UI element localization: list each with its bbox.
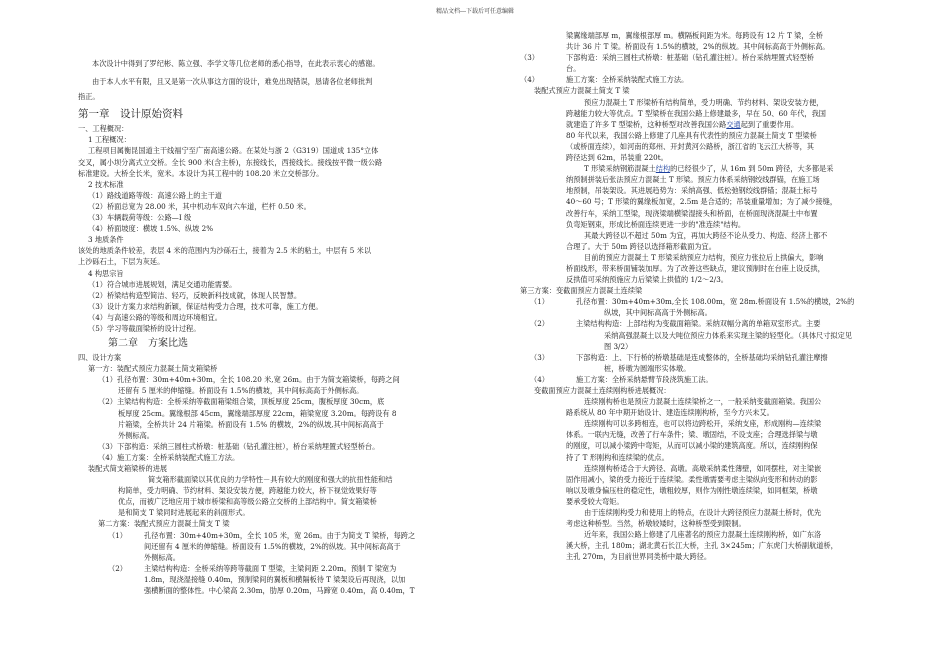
text-line: 采纳高强混凝土以及大吨位预应力体系来实现主梁的轻型化。（具体尺寸拟定见 [604,330,852,340]
ack-paragraph: 由于本人水平有限，且又是第一次从事这方面的设计，难免出现错误，恳请各位老师批判 [92,77,373,87]
text-span: 起到了重要作用。 [740,119,799,129]
text-line: 工程项目属衡昆国道主干线福宁至广南高速公路。在某处与浙 2（G319）国道成 135°立体 [88,146,379,156]
ack-paragraph: 指正。 [78,92,100,102]
list-item: （2）桥面总宽为 28.00 米，其中机动车双向六车道，栏杆 0.50 米。 [88,201,311,211]
list-item: （3）下部构造：采纳三圆柱式桥墩：桩基础（钻孔灌注桩），桥台采纳埋置式轻型桥台。 [98,441,380,451]
list-item: （2）桥梁结构造型简洁、轻巧，反映新科技成就，体现人民智慧。 [88,290,302,300]
text-line: 负弯矩钢束，形成比桥面连续更进一步的"准连续"结构。 [566,219,746,229]
text-line: 台。 [566,64,581,74]
ack-paragraph: 本次设计中得到了罗纪彬、陈立强、李学文等几位老师的悉心指导，在此表示衷心的感谢。 [92,59,380,68]
chapter-2-title: 第二章 方案比选 [108,338,188,350]
list-number: （1） [108,530,127,540]
list-item: （1）孔径布置：30m+40m+30m，全长 108.20 米,宽 26m。由于为简支箱梁桥，每跨之间 [98,375,400,385]
text-line: 外侧标高。 [118,430,154,440]
list-item: （4）施工方案：全桥采纳装配式施工方法。 [98,452,240,462]
text-line: 下部构造：采纳三圆柱式桥墩：桩基础（钻孔灌注桩）。桥台采纳埋置式轻型桥 [566,53,814,63]
text-line: 纵坡，其中间标高高于外侧标高。 [604,308,712,318]
text-span: 就建造了许多 T 型梁桥，这种桥型对改善我国公路 [566,119,727,129]
text-line [520,163,890,174]
list-item: （3）设计方案力求结构新颖，保证结构受力合理，技术可靠，施工方便。 [88,301,323,311]
text-line: （或桥面连续），如河南的郑州、开封黄河公路桥，浙江省的飞云江大桥等，其 [566,141,814,151]
text-line: 上沙砾石土，下层为灰延。 [78,257,165,267]
text-line: 80 年代以来，我国公路上修建了几座具有代表性的预应力混凝土简支 T 型梁桥 [566,130,817,140]
text-line: 梁翼缘端部厚 m，翼缘根部厚 m。横隔板间距为米。每跨设有 12 片 T 梁，全桥 [566,31,823,40]
text-line: 板厚度 25cm。翼缘根部 45cm，翼缘端部厚度 22cm，箱梁宽度 3.20m。每跨设有 8 [118,408,397,418]
list-item: （4）与高速公路的等级和周边环境相宜。 [88,312,222,322]
text-line: 孔径布置：30m+40m+30m，全长 105 米，宽 26m。由于为简支 T 梁桥，每跨之 [144,530,416,540]
text-line: 桥面线形，带来桥面铺装加厚。为了改善这些缺点，建议预制时在台座上设反拱， [566,263,825,273]
list-item [78,530,468,541]
right-column [520,30,890,563]
text-line: 近年来，我国公路上修建了几座著名的预应力混凝土连续刚构桥，如广东洛 [584,530,822,540]
list-number: （4） [530,374,549,384]
page-header: 精品文档---下载后可任意编辑 [435,8,515,15]
text-line: 主梁结构构造：全桥采纳等跨等截面 T 型梁，主梁间距 2.20m。预制 T 梁宽为 [144,563,397,573]
text-line: 溪大桥，主孔 180m；湖北黄石长江大桥，主孔 3×245m；广东虎门大桥副航道桥， [566,541,838,551]
list-item: （3）车辆载荷等级：公路—I 级 [88,213,192,223]
subsection-heading: 4 构思宗旨 [88,268,124,278]
list-number: （3） [530,352,549,362]
text-line: 1.8m，现浇湿接缝 0.40m，预制梁间的翼板和横隔板待 T 梁架设后再现浇，以加 [144,574,406,584]
list-item [520,352,890,363]
text-line: 连续刚构桥也是预应力混凝土连续梁桥之一，一般采纳变截面箱梁。我国公 [584,397,822,407]
text-span: 的已经很少了，从 16m 到 50m 跨径，大多都是采 [670,164,834,174]
text-line: 片箱梁，全桥共计 24 片箱梁。桥面设有 1.5% 的横坡，2%的纵坡,其中间标高高于 [118,419,384,429]
text-line: 考虑这种桥型。当然，桥墩较矮时，这种桥型受到限制。 [566,519,746,529]
list-item: （1）路线道路等级：高速公路上的主干道 [88,190,222,200]
text-line: 优点，而被广泛地应用于城市桥梁和高等级公路立交桥的上部结构中。简支箱梁桥 [118,497,377,507]
list-number: （1） [530,297,549,307]
text-line: 还留有 5 厘米的伸缩缝。桥面设有 1.5%的横坡，其中间标高高于外侧标高。 [118,386,364,396]
list-item [520,52,890,63]
list-number: （2） [108,563,127,573]
text-line: 固作用减小，梁的受力接近于连续梁。柔性墩需要考虑主梁纵向变形和转动的影 [566,474,818,484]
text-line: 纳预制拼装后张法预应力混凝土 T 形梁。预应力体系采纳钢绞线群锚，在施工场 [566,175,820,185]
plan-heading: 第二方案：装配式预应力混凝土简支 T 梁 [98,519,230,529]
text-line: 地预制，吊装架设。其进展趋势为：采纳高强、低松弛钢绞线群锚；混凝土标号 [566,186,818,196]
list-item: （5）学习等截面梁桥的设计过程。 [88,323,201,333]
text-line: 标准建设。大桥全长米，宽米。本设计为其工程中的 108.20 米立交桥部分。 [78,168,324,178]
text-line: 连续刚构桥适合于大跨径、高墩。高墩采纳柔性薄壁，如同摆柱，对主梁嵌 [584,463,822,473]
text-line: 合理了。大于 50m 跨径以选择箱形截面为宜。 [566,241,716,251]
subsection-heading: 装配式简支箱梁桥的进展 [88,464,168,473]
list-item [520,74,890,85]
text-line: 目前的预应力混凝土 T 形梁采纳预应力结构，预应力张拉后上拱偏大，影响 [584,252,824,262]
text-line: 桩，桥墩为圆端形实体墩。 [604,363,691,373]
list-number: （4） [520,75,539,85]
text-line: 图 3/2） [604,341,633,351]
text-line: 改善行车，采纳工型梁，现浇梁端横梁湿接头和桥面，在桥面现浇混凝土中布置 [566,208,818,218]
text-line: 其最大跨径以不超过 50m 为宜，再加大跨径不论从受力、构造、经济上都不 [584,230,828,240]
structure-link[interactable]: 结构 [655,164,671,174]
traffic-link[interactable]: 交通 [726,119,741,129]
list-item: （2）主梁结构构造：全桥采纳等截面箱梁组合梁，顶板厚度 25cm，腹板厚度 30cm，底 [98,397,385,407]
list-number: （3） [520,53,539,63]
list-item [520,374,890,385]
text-line: 要承受较大弯矩。 [566,496,624,506]
text-line: 的刚度，可以减小梁跨中弯矩，从而可以减小梁的建筑高度。所以，连续刚构保 [566,441,818,451]
text-line: 下部构造：上、下行桥的桥墩基础是连成整体的，全桥基础均采纳钻孔灌注摩擦 [576,352,828,362]
text-line: 持了 T 形刚构和连续梁的优点。 [566,452,669,462]
text-line: 反拱值可采纳预施应力后梁梁上拱值的 1/2～2/3。 [566,275,728,285]
list-number: （2） [530,319,549,329]
text-line: 施工方案：全桥采纳悬臂节段浇筑施工法。 [576,374,713,384]
list-item [520,296,890,307]
section-heading: 四、设计方案 [78,353,122,363]
text-line: 响以及墩身偏压柱的稳定性，墩粗较厚，则作为刚性墩连续梁，如同框架，桥墩 [566,485,818,495]
text-line: 共计 36 片 T 梁。桥面设有 1.5%的横坡，2%的纵坡。其中间标高高于外侧标高。 [566,42,830,52]
left-column [78,58,468,596]
text-line: 预应力混凝土 T 形梁桥有结构简单，受力明确、节约材料、架设安装方便， [584,97,824,107]
text-line: 孔径布置：30m+40m+30m,全长 108.00m，宽 28m.桥面设有 1.5%的横坡，2%的 [576,297,855,307]
text-line: 外侧标高。 [144,552,180,562]
section-heading: 一、工程概况： [78,124,129,134]
chapter-1-title: 第一章 设计原始资料 [78,108,183,121]
text-line: 是和简支 T 梁同时进展起来的斜面形式。 [118,508,250,518]
text-line: 交叉，属小坝分离式立交桥。全长 900 米(含主桥)，东接线长，西接线长。接线按平微一级公路 [78,157,383,167]
list-item [78,563,468,574]
list-item: （4）桥面坡度：横坡 1.5%、纵坡 2% [88,224,214,234]
plan-heading: 第三方案：变截面预应力混凝土连续梁 [520,286,643,296]
text-line: 路系统从 80 年中期开始设计、建造连续刚构桥，至今方兴未艾。 [566,408,774,418]
subsection-heading: 装配式预应力混凝土简支 T 梁 [534,86,630,96]
text-line: 跨越能力较大等优点。T 型梁桥在我国公路上修建最多，早在 50、60 年代，我国 [566,108,826,118]
text-line: 简支箱形截面梁以其优良的力学特性－具有较大的刚度和强大的抗扭性能和结 [148,475,393,485]
text-line: 该处的地质条件较差，表层 4 米的范围内为沙砾石土，接着为 2.5 米的粘土，中层有 5 米以 [78,246,372,256]
list-item [520,318,890,329]
text-line: 主梁结构构造：上部结构为变截面箱梁。采纳双幅分离的单箱双室形式。主要 [576,319,821,329]
subsection-heading: 1 工程概况： [88,135,131,145]
text-line: 间还留有 4 厘米的伸缩缝。桥面设有 1.5%的横坡，2%的纵坡。其中间标高高于 [144,541,401,551]
text-line: 40～60 号；T 形梁的翼缘板加宽，2.5m 是合适的；吊装重量增加；为了减少接缝， [566,197,838,207]
plan-heading: 第一方：装配式预应力混凝土简支箱梁桥 [88,364,218,374]
text-line: 施工方案：全桥采纳装配式施工方法。 [566,75,689,85]
subsection-heading: 变截面预应力混凝土连续刚构桥进展概况： [534,386,671,395]
text-line: 连续刚构可以多跨相连，也可以将边跨松开，采纳支座，形成刚构—连续梁 [584,419,822,429]
text-line: 强横断面的整体性。中心梁高 2.30m，肋厚 0.20m，马蹄宽 0.40m，高 0.40m，T [144,586,415,596]
text-line: 由于连续刚构受力和使用上的特点，在设计大跨径预应力混凝土桥时，优先 [584,508,822,518]
text-line [520,119,890,130]
text-line: 体系。一联内无缝，改善了行车条件；梁、墩固结，不设支座；合理选择梁与墩 [566,430,818,440]
text-line: 构简单，受力明确、节约材料、架设安装方便，跨越能力较大，桥下视觉效果好等 [118,486,377,496]
text-span: T 形梁采纳钢筋混凝土 [584,164,656,174]
text-line: 主孔 270m，为目前世界同类桥中最大跨径。 [566,552,712,562]
list-item: （1）符合城市进展规划，满足交通功能需要。 [88,279,237,289]
text-line: 跨径达到 62m，吊装重 220t。 [566,153,668,163]
subsection-heading: 3 地质条件 [88,235,124,245]
subsection-heading: 2 技术标准 [88,179,124,189]
